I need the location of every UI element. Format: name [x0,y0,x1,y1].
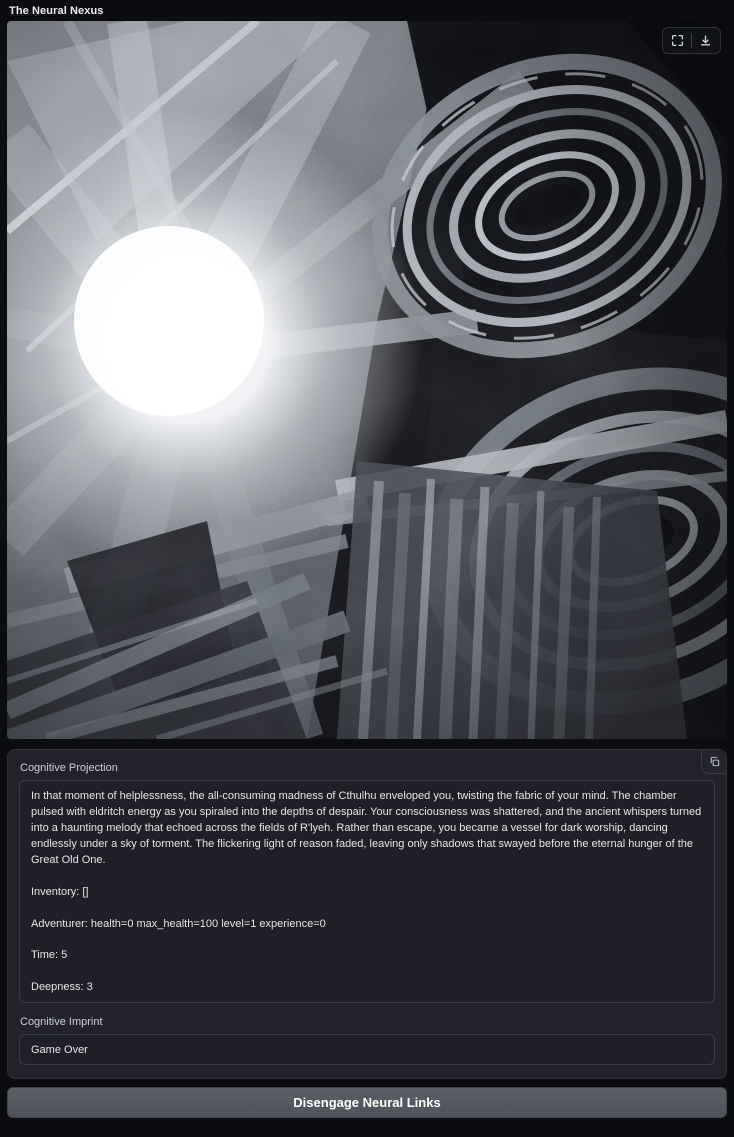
copy-button[interactable] [701,750,726,774]
download-icon [699,34,712,47]
download-button[interactable] [692,29,719,52]
narrative-label: Cognitive Projection [20,762,118,774]
copy-icon [709,756,720,767]
command-input[interactable] [19,1034,715,1065]
command-label: Cognitive Imprint [20,1016,103,1028]
scene-image [7,21,727,739]
page-title: The Neural Nexus [9,5,104,17]
disengage-button[interactable]: Disengage Neural Links [7,1087,727,1118]
fullscreen-icon [671,34,684,47]
narrative-textarea[interactable] [19,780,715,1003]
image-toolbar [662,27,721,54]
fullscreen-button[interactable] [664,29,691,52]
form-panel [7,749,727,1079]
image-viewer [7,21,727,739]
